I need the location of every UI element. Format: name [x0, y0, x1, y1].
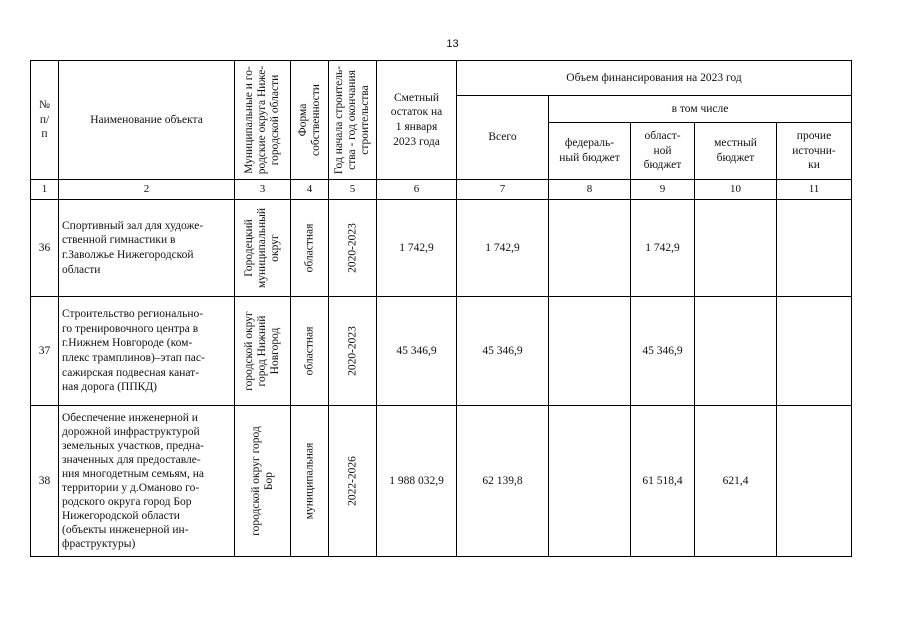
- municipality-cell: [235, 406, 291, 557]
- column-number: 10: [695, 180, 777, 200]
- regional-value: 1 742,9: [631, 200, 695, 297]
- other-value: [777, 297, 852, 406]
- header-total: Всего: [457, 96, 549, 180]
- header-including: в том числе: [549, 96, 852, 123]
- row-number: 36: [31, 200, 59, 297]
- years-cell: [329, 297, 377, 406]
- years-cell: [329, 406, 377, 557]
- total-value: 1 742,9: [457, 200, 549, 297]
- years-text: 2022-2026: [345, 456, 358, 506]
- municipality-cell: [235, 200, 291, 297]
- municipality-text: городской округ город Бор: [249, 426, 275, 536]
- table-row: [31, 297, 852, 406]
- table-row: [31, 200, 852, 297]
- municipality-text: Городецкий муниципальный округ: [242, 207, 282, 289]
- federal-value: [549, 200, 631, 297]
- column-number: 4: [291, 180, 329, 200]
- column-number: 5: [329, 180, 377, 200]
- object-name: Строительство регионально- го тренировочного центра в г.Нижнем Новгороде (ком- плекс трамплинов)–этап пас- сажирская подвесная канат- ная дорога (ППКД): [59, 297, 235, 406]
- row-number: 37: [31, 297, 59, 406]
- financing-table: [30, 60, 852, 557]
- estimate-value: 45 346,9: [377, 297, 457, 406]
- header-federal: федераль- ный бюджет: [549, 123, 631, 180]
- header-object-name: Наименование объекта: [59, 61, 235, 180]
- column-number-row: [31, 180, 852, 200]
- municipality-cell: [235, 297, 291, 406]
- years-text: 2020-2023: [345, 326, 358, 376]
- header-regional: област- ной бюджет: [631, 123, 695, 180]
- page-number: 13: [446, 38, 459, 50]
- years-text: 2020-2023: [345, 223, 358, 273]
- ownership-text: областная: [302, 223, 315, 273]
- row-number: 38: [31, 406, 59, 557]
- local-value: [695, 200, 777, 297]
- total-value: 45 346,9: [457, 297, 549, 406]
- total-value: 62 139,8: [457, 406, 549, 557]
- column-number: 11: [777, 180, 852, 200]
- header-years-text: Год начала строитель- ства - год окончания строительства: [332, 65, 372, 175]
- header-local: местный бюджет: [695, 123, 777, 180]
- header-years: [329, 61, 377, 180]
- header-municipality: [235, 61, 291, 180]
- column-number: 8: [549, 180, 631, 200]
- federal-value: [549, 297, 631, 406]
- header-ownership: [291, 61, 329, 180]
- column-number: 9: [631, 180, 695, 200]
- estimate-value: 1 988 032,9: [377, 406, 457, 557]
- column-number: 6: [377, 180, 457, 200]
- estimate-value: 1 742,9: [377, 200, 457, 297]
- header-ownership-text: Форма собственности: [296, 84, 322, 156]
- local-value: [695, 297, 777, 406]
- years-cell: [329, 200, 377, 297]
- ownership-cell: [291, 297, 329, 406]
- header-estimate: Сметный остаток на 1 января 2023 года: [377, 61, 457, 180]
- column-number: 3: [235, 180, 291, 200]
- column-number: 7: [457, 180, 549, 200]
- ownership-cell: [291, 200, 329, 297]
- federal-value: [549, 406, 631, 557]
- regional-value: 45 346,9: [631, 297, 695, 406]
- header-municipality-text: Муниципальные и го- родские округа Ниже- городской области: [242, 65, 282, 175]
- regional-value: 61 518,4: [631, 406, 695, 557]
- column-number: 2: [59, 180, 235, 200]
- ownership-text: областная: [302, 326, 315, 376]
- table-row: [31, 406, 852, 557]
- header-funding-group: Объем финансирования на 2023 год: [457, 61, 852, 96]
- object-name: Спортивный зал для художе- ственной гимнастики в г.Заволжье Нижегородской области: [59, 200, 235, 297]
- column-number: 1: [31, 180, 59, 200]
- local-value: 621,4: [695, 406, 777, 557]
- header-other: прочие источни- ки: [777, 123, 852, 180]
- object-name: Обеспечение инженерной и дорожной инфраструктурой земельных участков, предна- значенных для предоставле- ния многодетным семьям, на территории у д.Оманово го- родского округа город Бор Нижегородской области (объекты инженерной ин- фраструктуры): [59, 406, 235, 557]
- ownership-text: муниципальная: [302, 442, 315, 520]
- header-number: № п/ п: [31, 61, 59, 180]
- municipality-text: городской округ город Нижний Новгород: [242, 311, 282, 391]
- ownership-cell: [291, 406, 329, 557]
- other-value: [777, 200, 852, 297]
- other-value: [777, 406, 852, 557]
